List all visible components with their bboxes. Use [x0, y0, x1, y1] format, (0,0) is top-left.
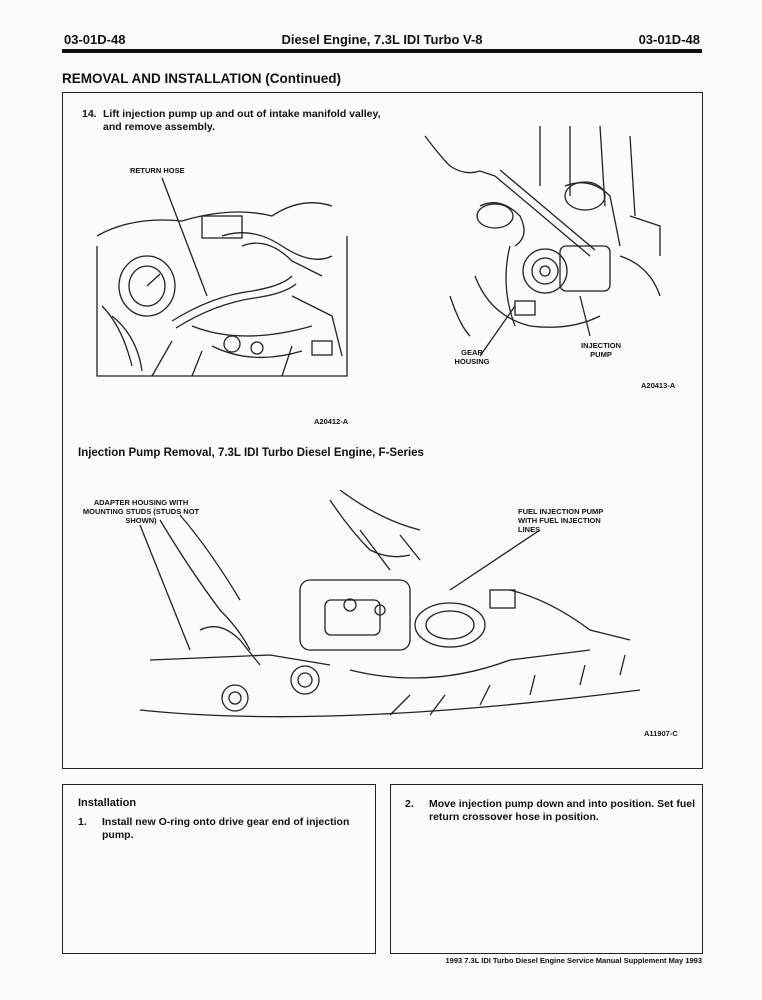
figure-id-a11907: A11907-C — [644, 729, 678, 738]
page-footer: 1993 7.3L IDI Turbo Diesel Engine Service Manual Supplement May 1993 — [445, 956, 702, 965]
figure-id-a20412: A20412-A — [314, 417, 349, 426]
section-title: REMOVAL AND INSTALLATION (Continued) — [62, 71, 341, 86]
header-page-number-left: 03-01D-48 — [64, 32, 126, 47]
step-number: 1. — [78, 816, 87, 828]
header-rule — [62, 49, 702, 53]
gear-housing-label: GEAR HOUSING — [454, 348, 490, 366]
header-title: Diesel Engine, 7.3L IDI Turbo V-8 — [281, 32, 483, 47]
installation-title: Installation — [78, 797, 137, 809]
return-hose-illustration — [92, 176, 352, 391]
header-page-number-right: 03-01D-48 — [638, 32, 700, 47]
figure-caption: Injection Pump Removal, 7.3L IDI Turbo Diesel Engine, F-Series — [78, 447, 424, 459]
injection-pump-label: INJECTION PUMP — [580, 341, 621, 359]
step-text: Install new O-ring onto drive gear end of injection pump. — [102, 816, 350, 841]
step-text: Lift injection pump up and out of intake manifold valley, and remove assembly. — [103, 108, 381, 133]
gear-housing-illustration — [420, 126, 665, 376]
step-text: Move injection pump down and into position. Set fuel return crossover hose in position. — [429, 798, 695, 823]
figure-id-a20413: A20413-A — [641, 381, 676, 390]
step-14 — [82, 108, 382, 134]
step-number: 2. — [405, 798, 414, 810]
installation-step-1 — [78, 816, 368, 842]
page-header — [64, 32, 700, 50]
installation-box-left — [62, 784, 376, 954]
installation-step-2 — [405, 798, 695, 824]
step-number: 14. — [82, 108, 97, 120]
fuel-injection-pump-label: FUEL INJECTION PUMP WITH FUEL INJECTION LINES — [518, 507, 604, 534]
return-hose-label: RETURN HOSE — [130, 166, 185, 175]
adapter-housing-illustration — [130, 490, 650, 740]
adapter-housing-label: ADAPTER HOUSING WITH MOUNTING STUDS (STUDS NOT SHOWN) — [82, 498, 200, 525]
